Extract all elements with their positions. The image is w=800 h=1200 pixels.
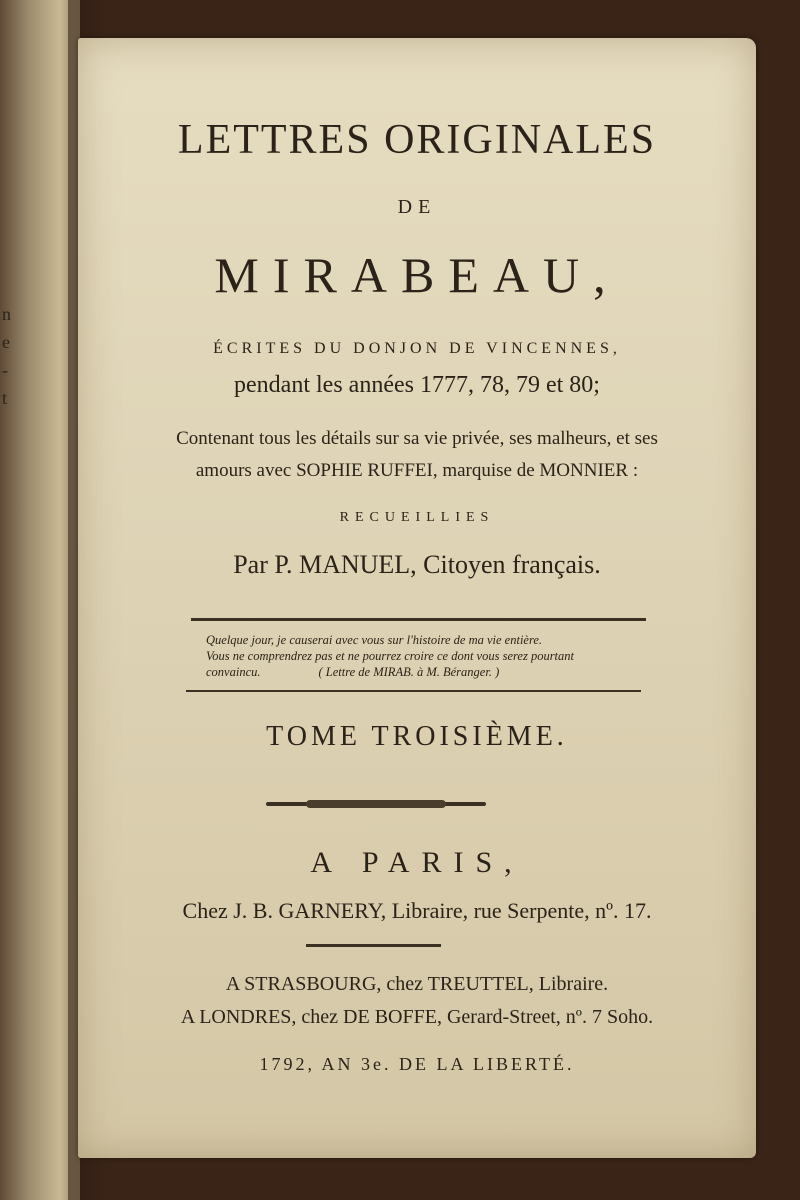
collected-label: RECUEILLIES <box>339 510 495 525</box>
description-line-2: amours avec SOPHIE RUFFEI, marquise de MONNIER : <box>195 460 639 481</box>
imprint-publisher: Chez J. B. GARNERY, Libraire, rue Serpente, nº. 17. <box>182 898 652 923</box>
volume-label: TOME TROISIÈME. <box>266 721 568 752</box>
fragment: n <box>2 304 11 324</box>
title-line-1: LETTRES ORIGINALES <box>177 117 657 163</box>
rule-short <box>306 944 441 947</box>
epigraph-line-2: Vous ne comprendrez pas et ne pourrez croire ce dont vous serez pourtant <box>206 649 574 663</box>
title-page <box>78 38 756 1158</box>
imprint-strasbourg: A STRASBOURG, chez TREUTTEL, Libraire. <box>225 973 609 995</box>
ornament-rule-center <box>306 800 446 808</box>
epigraph-line-1: Quelque jour, je causerai avec vous sur l'histoire de ma vie entière. <box>206 633 543 647</box>
imprint-year: 1792, AN 3e. DE LA LIBERTÉ. <box>259 1054 575 1074</box>
rule-top <box>191 618 646 621</box>
editor-line: Par P. MANUEL, Citoyen français. <box>233 550 601 579</box>
description-line-1: Contenant tous les détails sur sa vie privée, ses malheurs, et ses <box>176 428 658 449</box>
title-line-2: DE <box>397 196 437 218</box>
rule-bottom <box>186 690 641 692</box>
facing-page-fragments <box>2 300 11 412</box>
author-name: MIRABEAU, <box>214 247 620 303</box>
subtitle-line-1: ÉCRITES DU DONJON DE VINCENNES, <box>213 340 621 357</box>
imprint-london: A LONDRES, chez DE BOFFE, Gerard-Street, nº. 7 Soho. <box>180 1006 654 1028</box>
fragment: e <box>2 332 10 352</box>
epigraph-line-3: convaincu. <box>206 665 261 679</box>
subtitle-line-2: pendant les années 1777, 78, 79 et 80; <box>234 372 600 398</box>
epigraph-attribution: ( Lettre de MIRAB. à M. Béranger. ) <box>318 665 500 679</box>
epigraph <box>206 632 648 680</box>
fragment: - <box>2 360 8 380</box>
fragment: t <box>2 388 8 408</box>
imprint-place: A PARIS, <box>310 846 524 879</box>
